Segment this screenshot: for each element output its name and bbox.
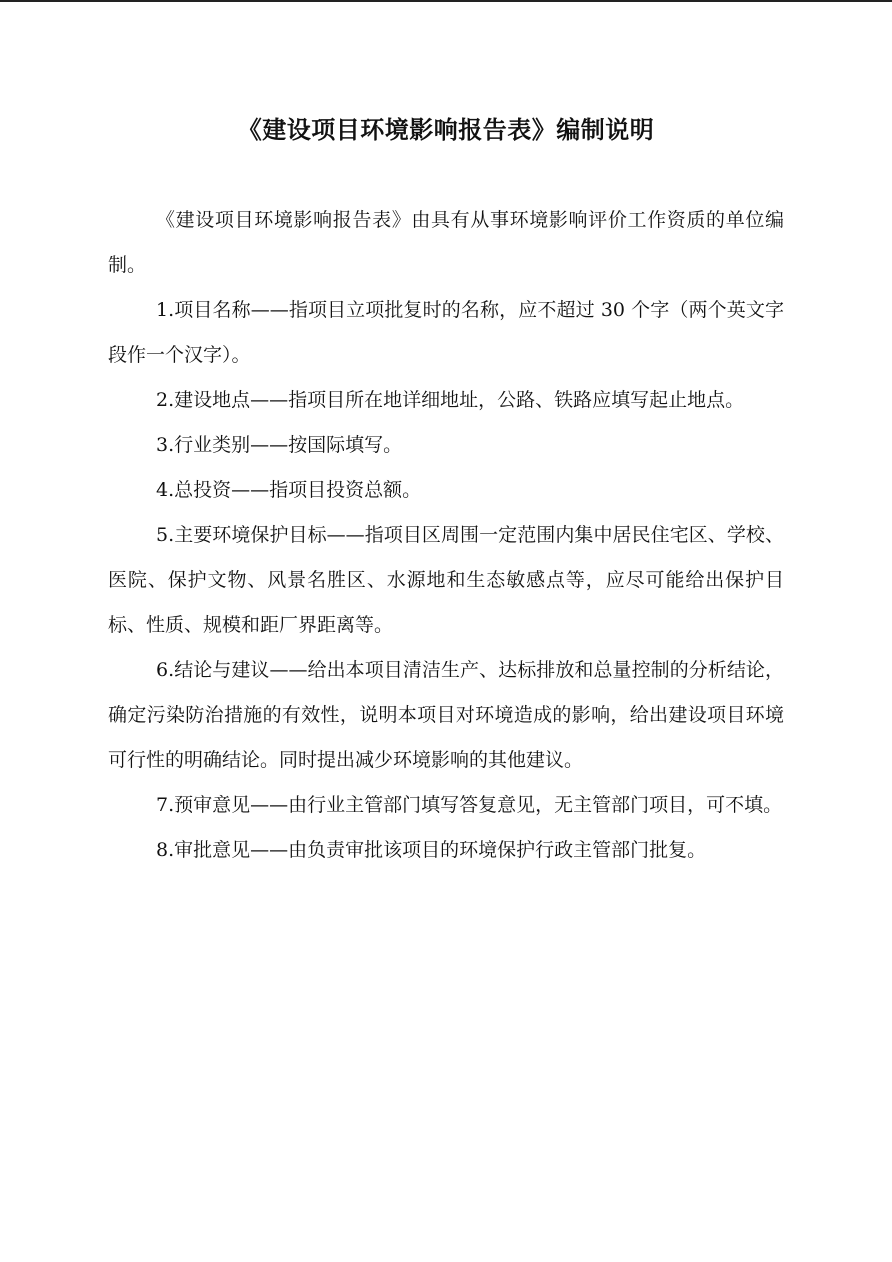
- paragraph-approval: 8.审批意见——由负责审批该项目的环境保护行政主管部门批复。: [156, 839, 707, 861]
- top-border-line: [0, 0, 892, 2]
- paragraph-construction-site: 2.建设地点——指项目所在地详细地址，公路、铁路应填写起止地点。: [156, 389, 745, 411]
- paragraph-protection-targets: 5.主要环境保护目标——指项目区周围一定范围内集中居民住宅区、学校、医院、保护文物、风景名胜区、水源地和生态敏感点等，应尽可能给出保护目标、性质、规模和距厂界距离等。: [108, 524, 784, 636]
- paragraph-industry-category: 3.行业类别——按国际填写。: [156, 434, 403, 456]
- document-body: [108, 198, 784, 873]
- paragraph-project-name: 1.项目名称——指项目立项批复时的名称，应不超过 30 个字（两个英文字段作一个汉字）。: [108, 299, 784, 366]
- page-title: 《建设项目环境影响报告表》编制说明: [237, 115, 655, 144]
- paragraph-conclusions: 6.结论与建议——给出本项目清洁生产、达标排放和总量控制的分析结论，确定污染防治措施的有效性，说明本项目对环境造成的影响，给出建设项目环境可行性的明确结论。同时提出减少环境影响的其他建议。: [108, 659, 784, 771]
- paragraph-pre-review: 7.预审意见——由行业主管部门填写答复意见，无主管部门项目，可不填。: [156, 794, 783, 816]
- paragraph-intro: 《建设项目环境影响报告表》由具有从事环境影响评价工作资质的单位编制。: [108, 209, 784, 276]
- paragraph-total-investment: 4.总投资——指项目投资总额。: [156, 479, 422, 501]
